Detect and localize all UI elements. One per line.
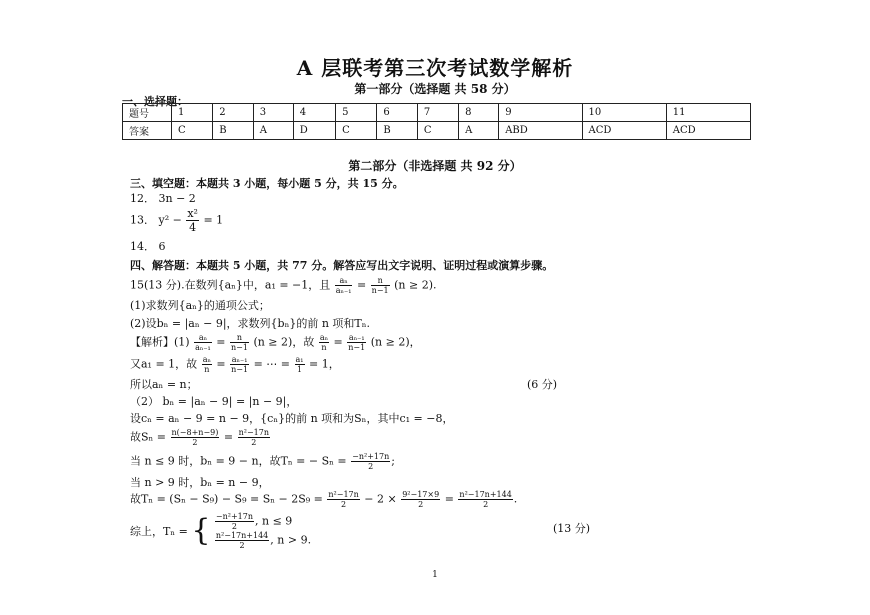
solution-line3: 所以aₙ = n； (130, 378, 198, 391)
solution-text: − 2 × (364, 492, 397, 506)
q15-part1: (1)求数列{aₙ}的通项公式； (130, 299, 270, 312)
part2-header: 第二部分（非选择题 共 92 分） (348, 159, 522, 173)
solution-line10 (130, 512, 311, 550)
fraction-numerator: aₙ (335, 276, 353, 286)
table-answer-row (123, 122, 751, 140)
table-cell: C (417, 122, 458, 140)
an1-over-n1-fraction: $\frac{\text{aₙ₋₁}}{n-1}$ (348, 333, 366, 352)
solution-line4: （2） bₙ = |aₙ − 9| = |n − 9|， (130, 395, 298, 408)
solution-line1: 【解析】(1) $\frac{\text{aₙ}}{\text{aₙ₋₁}}$ = $\frac{n}{n-1}$ (n ≥ 2)，故 $\frac{\text{aₙ}}{n}$ = $\frac{\text{aₙ₋₁}}{n-1}$ (n ≥ 2)， (130, 333, 421, 352)
q15-part2: (2)设bₙ = |aₙ − 9|，求数列{bₙ}的前 n 项和Tₙ. (130, 317, 370, 330)
solution-label: 【解析】(1) (130, 335, 190, 349)
q15-stem-b: (n ≥ 2). (394, 278, 437, 292)
table-cell: 6 (377, 104, 417, 122)
answer-table (122, 103, 751, 140)
score-mark-1: (6 分) (527, 378, 558, 391)
table-cell: ACD (582, 122, 666, 140)
answer-q14: 14． 6 (130, 240, 166, 253)
table-cell: A (459, 122, 499, 140)
an-over-n-fraction: $\frac{\text{aₙ}}{n}$ (202, 355, 211, 374)
solution-text: 故Sₙ = (130, 430, 167, 444)
table-cell: D (293, 122, 335, 140)
solution-line9: 故Tₙ = (Sₙ − S₉) − S₉ = Sₙ − 2S₉ = $\frac{\text{n²−17n}}{2}$ − 2 × $\frac{\text{9²−17×9}}{2}$ = $\frac{\text{n²−17n+144}}{2}$ . (130, 490, 518, 509)
q13-prefix: 13． y² − (130, 213, 182, 227)
solution-text: (n ≥ 2)，故 (253, 335, 315, 349)
table-cell: ABD (499, 122, 582, 140)
q15-stem-a: 15(13 分).在数列{aₙ}中，a₁ = −1，且 (130, 278, 331, 292)
table-cell: C (172, 122, 213, 140)
table-cell: 2 (213, 104, 253, 122)
solution-text: 当 n ≤ 9 时，bₙ = 9 − n，故Tₙ = − Sₙ = (130, 454, 347, 468)
score-mark-2: (13 分) (553, 522, 591, 535)
case1-condition: , n ≤ 9 (255, 514, 293, 528)
table-cell: 7 (417, 104, 458, 122)
tn-le9-fraction: $\frac{\text{−n²+17n}}{2}$ (352, 452, 390, 471)
table-cell: 答案 (123, 122, 172, 140)
fraction-numerator: n (371, 276, 390, 286)
table-cell: 5 (336, 104, 377, 122)
solution-line5: 设cₙ = aₙ − 9 = n − 9，{cₙ}的前 n 项和为Sₙ，其中c₁ = −8， (130, 412, 454, 425)
solution-line7: 当 n ≤ 9 时，bₙ = 9 − n，故Tₙ = − Sₙ = $\frac{\text{−n²+17n}}{2}$ ; (130, 452, 395, 471)
an1-over-n1-fraction: $\frac{\text{aₙ₋₁}}{n-1}$ (231, 355, 249, 374)
table-cell: 11 (666, 104, 750, 122)
solution-line6: 故Sₙ = $\frac{n(-8+n-9)}{2}$ = $\frac{\text{n²−17n}}{2}$ (130, 428, 269, 447)
a1-over-1-fraction: $\frac{\text{a₁}}{1}$ (295, 355, 304, 374)
section3-label: 三、填空题：本题共 3 小题，每小题 5 分，共 15 分。 (130, 177, 404, 190)
ratio-fraction: $\frac{\text{aₙ}}{\text{aₙ₋₁}}$ (195, 333, 211, 352)
case-1 (214, 512, 311, 531)
table-cell: A (253, 122, 293, 140)
tn2-fraction: $\frac{\text{9²−17×9}}{2}$ (402, 490, 440, 509)
case1-fraction: $\frac{\text{−n²+17n}}{2}$ (215, 512, 254, 531)
solution-line2: 又a₁ = 1，故 $\frac{\text{aₙ}}{n}$ = $\frac{\text{aₙ₋₁}}{n-1}$ = ⋯ = $\frac{\text{a₁}}{1}$ = 1， (130, 355, 340, 374)
sn-fraction: $\frac{n(-8+n-9)}{2}$ (171, 428, 219, 447)
table-cell: B (213, 122, 253, 140)
fraction-denominator: aₙ₋₁ (335, 286, 352, 295)
fraction-denominator: 4 (189, 221, 197, 234)
table-cell: 3 (253, 104, 293, 122)
n-fraction: $\frac{n}{n-1}$ (230, 333, 248, 352)
tn3-fraction: $\frac{\text{n²−17n+144}}{2}$ (459, 490, 512, 509)
an-over-n-fraction: $\frac{\text{aₙ}}{n}$ (319, 333, 329, 352)
case2-fraction: $\frac{\text{n²−17n+144}}{2}$ (215, 531, 269, 550)
q15-stem: 15(13 分).在数列{aₙ}中，a₁ = −1，且 $\frac{\text{aₙ}}{\text{aₙ₋₁}}$ = $\frac{n}{n-1}$ (n ≥ 2). (130, 276, 437, 295)
case-2: $\frac{\text{n²−17n+144}}{2}$ , n > 9. (215, 531, 312, 550)
solution-line8: 当 n > 9 时，bₙ = n − 9， (130, 476, 270, 489)
solution-text: 综上，Tₙ = (130, 525, 188, 538)
solution-text: 故Tₙ = (Sₙ − S₉) − S₉ = Sₙ − 2S₉ = (130, 492, 323, 506)
table-cell: 9 (499, 104, 582, 122)
solution-text: = 1， (309, 357, 340, 371)
table-cell: 1 (172, 104, 213, 122)
fraction-denominator: n−1 (371, 286, 389, 295)
table-cell: 题号 (123, 104, 172, 122)
section1-label: 一、选择题： (122, 95, 188, 108)
solution-text: 又a₁ = 1，故 (130, 357, 198, 371)
answer-q13 (130, 207, 223, 234)
table-cell: C (336, 122, 377, 140)
q13-fraction (186, 207, 199, 234)
sn2-fraction: $\frac{\text{n²−17n}}{2}$ (238, 428, 269, 447)
table-cell: B (377, 122, 417, 140)
left-brace: { (191, 513, 211, 548)
ratio-fraction (335, 276, 353, 295)
case2-condition: , n > 9 (270, 533, 308, 547)
part1-header: 第一部分（选择题 共 58 分） (354, 82, 516, 96)
page-number: 1 (432, 570, 438, 580)
n-fraction (371, 276, 390, 295)
table-cell: 10 (582, 104, 666, 122)
answer-q12: 12． 3n − 2 (130, 192, 196, 205)
solution-text: (n ≥ 2)， (370, 335, 421, 349)
table-cell: ACD (666, 122, 750, 140)
section4-label: 四、解答题：本题共 5 小题，共 77 分。解答应写出文字说明、证明过程或演算步骤。 (130, 259, 554, 272)
fraction-numerator: x² (187, 207, 198, 220)
table-cell: 8 (459, 104, 499, 122)
piecewise-cases (214, 512, 311, 550)
tn1-fraction: $\frac{\text{n²−17n}}{2}$ (328, 490, 359, 509)
q13-suffix: = 1 (203, 213, 224, 227)
document-title: A 层联考第三次考试数学解析 (296, 56, 574, 80)
table-header-row (123, 104, 751, 122)
table-cell: 4 (293, 104, 335, 122)
